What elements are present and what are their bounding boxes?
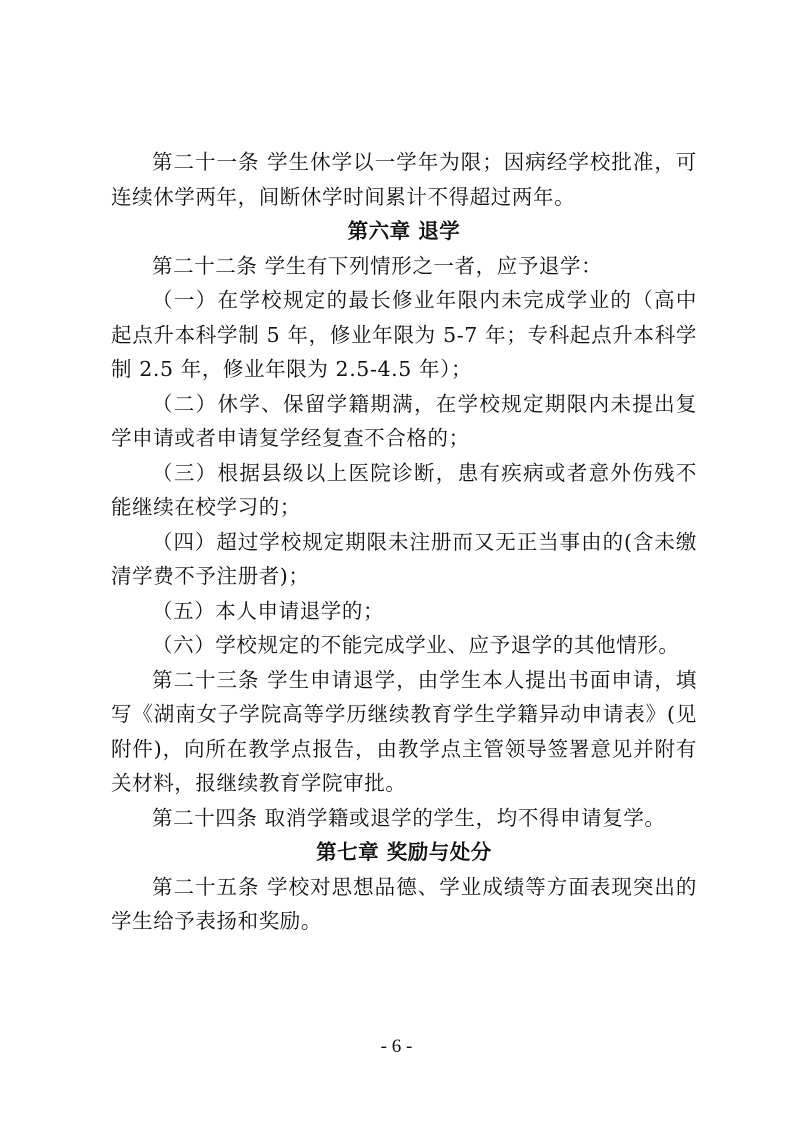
article-22-item-1: （一）在学校规定的最长修业年限内未完成学业的（高中起点升本科学制 5 年，修业年限为 5-7 年；专科起点升本科学制 2.5 年，修业年限为 2.5-4.5 年）；	[111, 288, 697, 381]
document-body	[111, 145, 697, 939]
article-22-item-3: （三）根据县级以上医院诊断，患有疾病或者意外伤残不能继续在校学习的；	[111, 460, 697, 519]
article-22-item-2: （二）休学、保留学籍期满，在学校规定期限内未提出复学申请或者申请复学经复查不合格的；	[111, 391, 697, 450]
chapter-7-heading: 第七章 奖励与处分	[316, 840, 492, 864]
article-21: 第二十一条 学生休学以一学年为限；因病经学校批准，可连续休学两年，间断休学时间累计不得超过两年。	[111, 150, 697, 209]
page-number: - 6 -	[380, 1036, 413, 1057]
article-25: 第二十五条 学校对思想品德、学业成绩等方面表现突出的学生给予表扬和奖励。	[111, 874, 697, 933]
article-22-item-5: （五）本人申请退学的；	[152, 598, 385, 623]
article-24: 第二十四条 取消学籍或退学的学生，均不得申请复学。	[152, 805, 666, 830]
article-22: 第二十二条 学生有下列情形之一者，应予退学：	[152, 253, 603, 278]
article-23: 第二十三条 学生申请退学，由学生本人提出书面申请，填写《湖南女子学院高等学历继续教育学生学籍异动申请表》(见附件)，向所在教学点报告，由教学点主管领导签署意见并附有关材料，报继续教育学院审批。	[111, 667, 697, 795]
article-22-item-6: （六）学校规定的不能完成学业、应予退学的其他情形。	[152, 633, 680, 657]
article-22-item-4: （四）超过学校规定期限未注册而又无正当事由的(含未缴清学费不予注册者)；	[111, 529, 697, 588]
chapter-6-heading: 第六章 退学	[347, 219, 461, 243]
